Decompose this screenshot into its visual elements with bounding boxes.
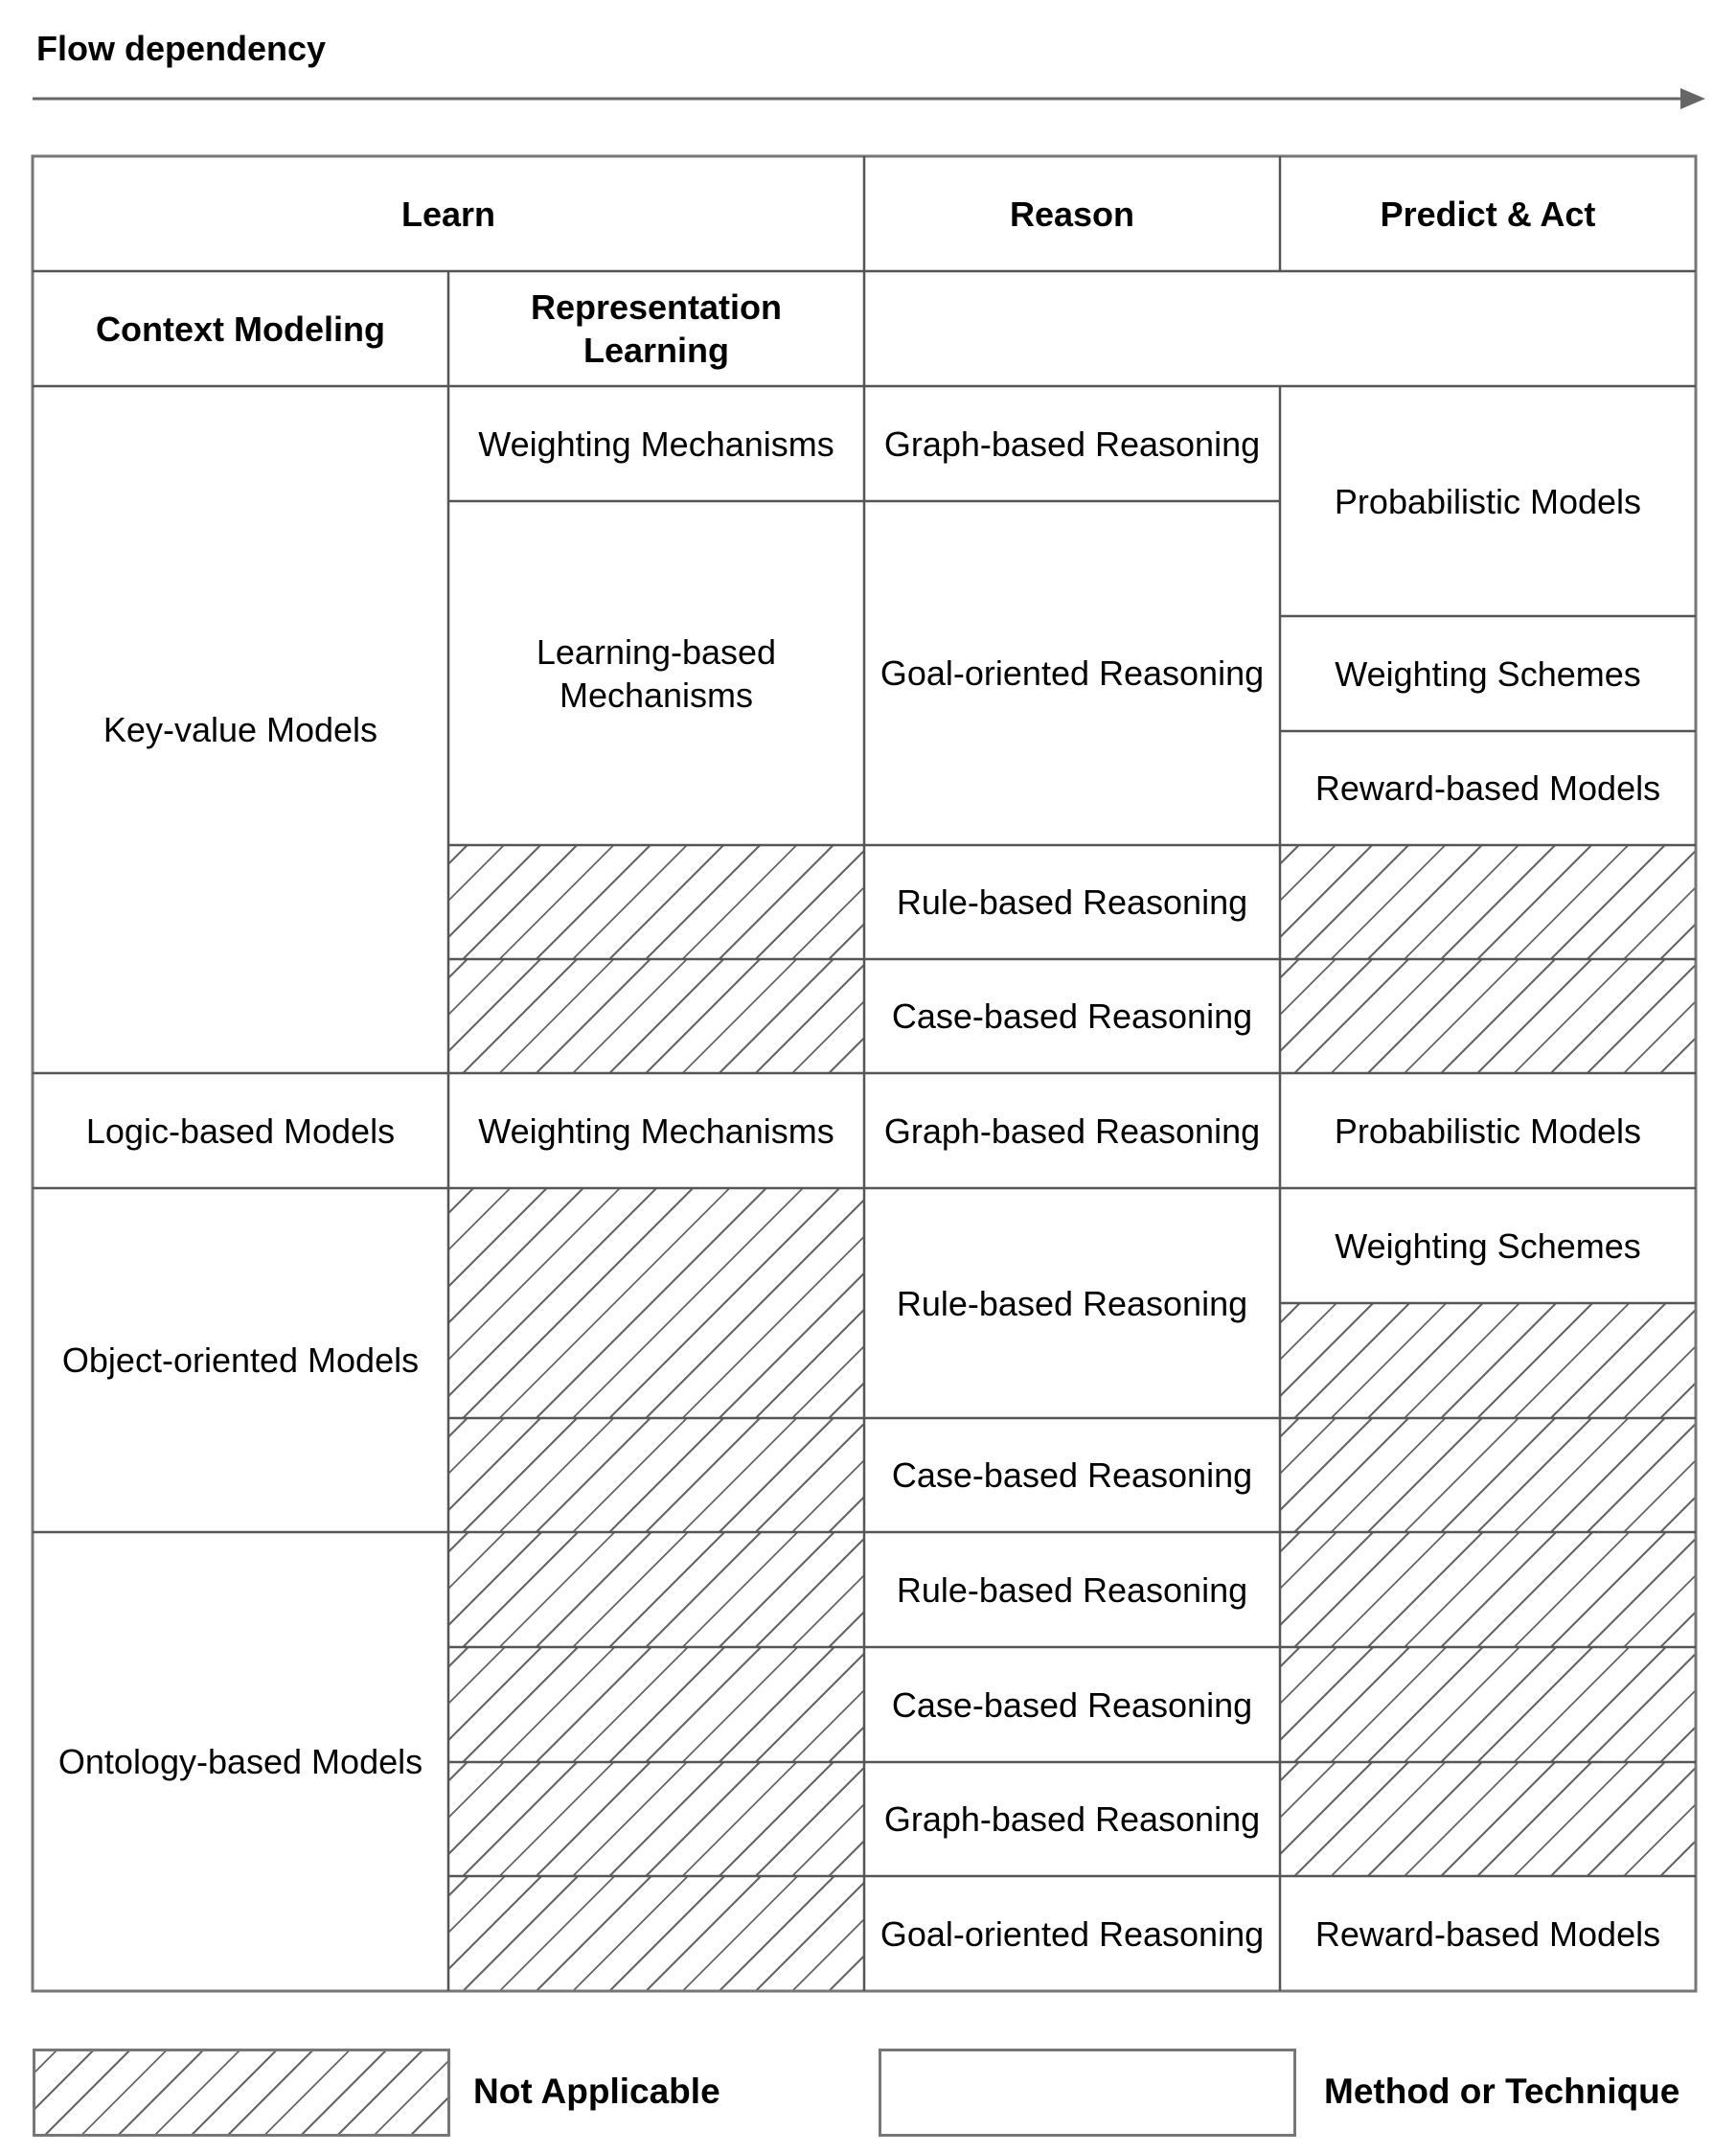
not-applicable-cell [448, 1188, 864, 1418]
not-applicable-cell [448, 1762, 864, 1876]
rep-learning-based-mechanisms: Learning-based Mechanisms [536, 631, 777, 715]
reason-case-based: Case-based Reasoning [891, 1684, 1253, 1725]
reason-goal-oriented: Goal-oriented Reasoning [879, 1913, 1265, 1954]
not-applicable-cell [448, 845, 864, 959]
reason-rule-based: Rule-based Reasoning [896, 1569, 1248, 1610]
legend-hatch-swatch [33, 2049, 450, 2137]
legend-method-label: Method or Technique [1324, 2072, 1680, 2111]
not-applicable-cell [1280, 1418, 1696, 1532]
reason-graph-based: Graph-based Reasoning [883, 1111, 1261, 1151]
not-applicable-cell [1280, 845, 1696, 959]
reason-graph-based: Graph-based Reasoning [883, 1799, 1261, 1839]
context-object-oriented-models: Object-oriented Models [61, 1340, 420, 1380]
header-empty [864, 271, 1696, 386]
reason-rule-based: Rule-based Reasoning [896, 1283, 1248, 1323]
predict-probabilistic-models: Probabilistic Models [1334, 481, 1642, 521]
predict-reward-based-models: Reward-based Models [1314, 768, 1661, 808]
not-applicable-cell [1280, 959, 1696, 1073]
predict-reward-based-models: Reward-based Models [1314, 1913, 1661, 1954]
not-applicable-cell [448, 1532, 864, 1647]
context-ontology-based-models: Ontology-based Models [57, 1742, 423, 1781]
reason-graph-based: Graph-based Reasoning [883, 424, 1261, 464]
legend-blank-swatch [879, 2049, 1296, 2137]
legend-not-applicable-label: Not Applicable [473, 2072, 720, 2111]
not-applicable-cell [1280, 1303, 1696, 1418]
not-applicable-cell [448, 1876, 864, 1991]
not-applicable-cell [1280, 1647, 1696, 1762]
predict-weighting-schemes: Weighting Schemes [1335, 1225, 1641, 1266]
flow-arrow [33, 88, 1705, 109]
context-key-value-models: Key-value Models [103, 710, 378, 749]
reason-goal-oriented: Goal-oriented Reasoning [879, 653, 1265, 693]
not-applicable-cell [1280, 1762, 1696, 1876]
header-reason: Reason [1009, 194, 1135, 234]
reason-rule-based: Rule-based Reasoning [896, 882, 1248, 922]
header-predict-act: Predict & Act [1380, 194, 1596, 234]
header-learn: Learn [400, 194, 496, 234]
not-applicable-cell [448, 1647, 864, 1762]
not-applicable-cell [448, 1418, 864, 1532]
predict-weighting-schemes: Weighting Schemes [1335, 653, 1641, 694]
context-logic-based-models: Logic-based Models [85, 1111, 396, 1151]
predict-probabilistic-models: Probabilistic Models [1334, 1111, 1642, 1151]
reason-case-based: Case-based Reasoning [891, 1455, 1253, 1495]
not-applicable-cell [448, 959, 864, 1073]
rep-weighting-mechanisms: Weighting Mechanisms [478, 1111, 834, 1151]
rep-weighting-mechanisms: Weighting Mechanisms [478, 424, 834, 464]
header-representation-learning: Representation Learning [530, 287, 783, 370]
flow-dependency-title: Flow dependency [36, 29, 327, 68]
header-context-modeling: Context Modeling [96, 309, 385, 349]
reason-case-based: Case-based Reasoning [891, 996, 1253, 1036]
not-applicable-cell [1280, 1532, 1696, 1647]
